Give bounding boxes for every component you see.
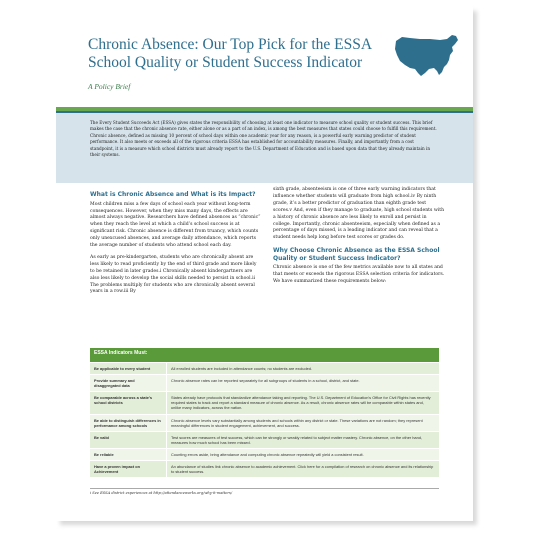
intro-paragraph: The Every Student Succeeds Act (ESSA) gives states the responsibility of choosing at least one indicator to measure school quality or student success. This brief makes the case that the chronic absence rate, either alone or as a part of an index, is among the best measures that states could choose to fulfill this requirement. Chronic absence, defined as missing 10 percent of school days within one academic year for any reason, is a powerful early warning predictor of student performance. It also meets or exceeds all of the rigorous criteria ESSA has established for accountability measures. Finally, and importantly from a cost standpoint, it is a measure which school districts must already report to the U.S. Department of Education and is based upon data that they already maintain in their systems. [56, 113, 473, 183]
table-row-key: Provide summary and disaggregated data [94, 378, 135, 389]
section1-continued: sixth grade, absenteeism is one of three early warning indicators that influence whether students will graduate from high school.iv By ninth grade, it’s a better predictor of graduation than eighth grade test scores.v And, even if they manage to graduate, high school students with a history of chronic absence are less likely to enroll and persist in college. Importantly, chronic absenteeism, especially when defined as a percentage of days missed, is a leading indicator and can reveal that a student needs help long before test scores or grades do. [273, 187, 445, 241]
table-row-key: Be valid [94, 434, 109, 440]
document-title: Chronic Absence: Our Top Pick for the ESSA School Quality or Student Success Indicator [88, 36, 372, 71]
section1-paragraph-2: As early as pre-kindergarten, students who are chronically absent are less likely to read proficiently by the end of third grade and more likely to be retained in later grades.i Chronically absent kindergartners are also less likely to develop the social skills needed to persist in school.ii The problems multiply for students who are chronically absent several years in a row.iii By [90, 254, 257, 295]
table-row-value: Test scores are measures of test success, which can be strongly or weakly related to subject matter mastery. Chronic absence, on the other hand, measures how much school has been missed. [166, 432, 439, 448]
footnote: i See ESSA district experiences at http://attendanceworks.org/why-it-matters/ [90, 488, 439, 495]
table-row-key: Be able to distinguish differences in performance among schools [94, 417, 161, 428]
policy-brief-page [56, 7, 473, 521]
document-subtitle: A Policy Brief [88, 82, 131, 91]
table-row-value: Counting errors aside, bring attendance and computing chronic absence repeatedly will yield a consistent result. [166, 449, 439, 460]
section1-paragraph-1: Most children miss a few days of school each year without long-term consequences. However, when they miss many days, the effects are almost always negative. Researchers have defined absences as “chronic” when they reach the level at which a child’s school success is at significant risk. Chronic absence is different from truancy, which counts only unexcused absences, and average daily attendance, which reports the average number of students who attend school each day. [90, 201, 261, 249]
table-header: ESSA Indicators Must: [90, 348, 439, 362]
us-map-icon [392, 31, 462, 83]
table-row [90, 414, 439, 431]
table-row [90, 448, 439, 460]
table-row-value: Chronic absence rates can be reported separately for all subgroups of students in a school, district, and state. [166, 375, 439, 391]
table-row [90, 391, 439, 413]
table-row-value: An abundance of studies link chronic absence to academic achievement. Click here for a compilation of research on chronic absence and its relationship to student success. [166, 461, 439, 477]
table-row-key: Be comparable across a state’s school districts [94, 395, 153, 406]
section-heading-why-choose: Why Choose Chronic Absence as the ESSA School Quality or Student Success Indicator? [273, 247, 440, 262]
document-header [56, 7, 473, 115]
essa-indicators-table [90, 348, 439, 477]
section2-paragraph-1: Chronic absence is one of the few metrics available now to all states and that meets or exceeds the rigorous ESSA selection criteria for indicators. We have summarized these requirements below: [273, 265, 445, 285]
table-row-key: Be applicable to every student [94, 366, 151, 371]
table-row-value: States already have protocols that standardize attendance taking and reporting. The U.S. Department of Education’s Office for Civil Rights has recently required states to track and report a standard measure of chronic absence. As a result, chronic absence rates will be comparable within states and, unlike many indicators, across the nation. [166, 392, 439, 413]
table-row [90, 374, 439, 391]
table-row [90, 362, 439, 374]
table-row-value: All enrolled students are included in attendance counts; no students are excluded. [166, 363, 439, 374]
table-row [90, 431, 439, 448]
right-column [273, 187, 445, 291]
table-row-value: Chronic absence levels vary substantially among students and schools within any district or state. These variations are not random; they represent meaningful differences in student engagement, achievement, and success. [166, 415, 439, 431]
left-column [90, 191, 262, 301]
table-row-key: Have a proven impact on Achievement [94, 464, 141, 475]
table-row-key: Be reliable [94, 451, 114, 457]
section-heading-what-is: What is Chronic Absence and What is its Impact? [90, 191, 256, 198]
table-row [90, 460, 439, 477]
